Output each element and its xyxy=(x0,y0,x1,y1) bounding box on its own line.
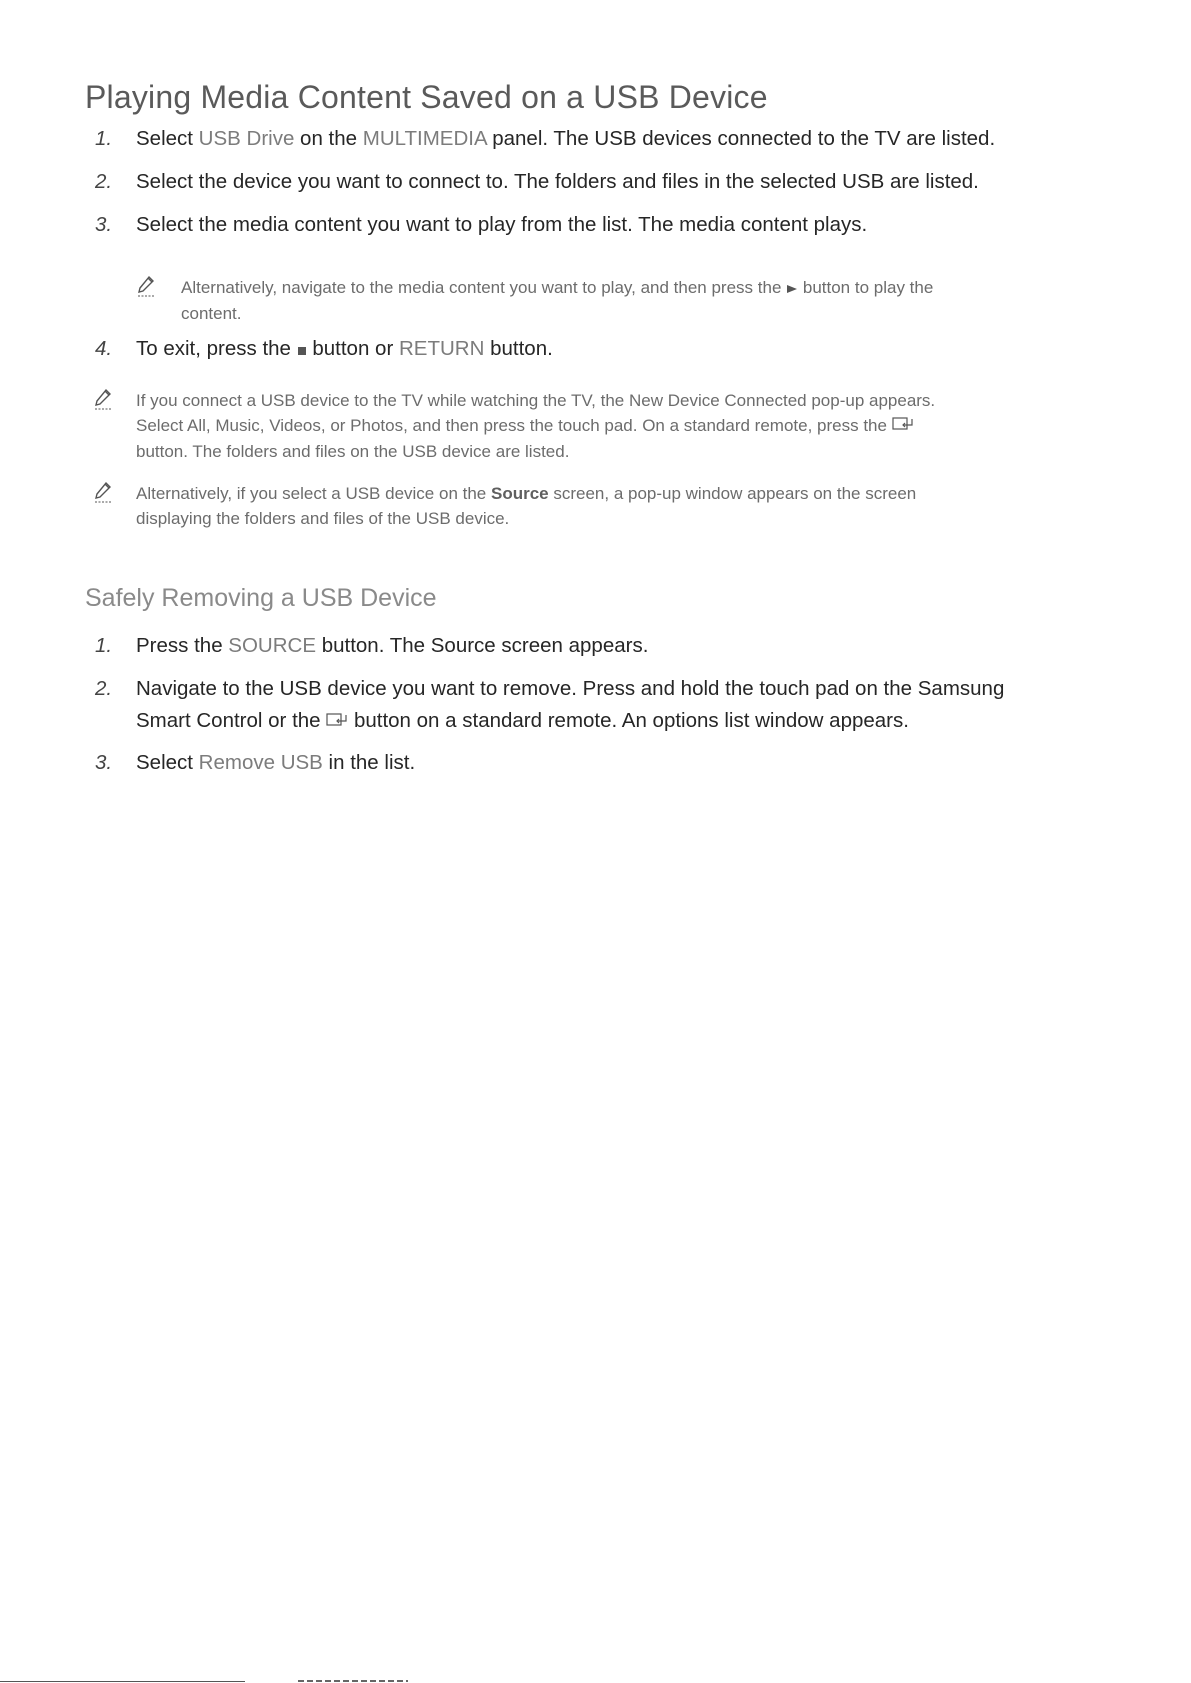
play-icon xyxy=(786,276,798,301)
text-segment: button. The Source screen appears. xyxy=(316,634,649,657)
step-text xyxy=(136,333,1096,366)
text-segment: on the xyxy=(294,127,363,150)
note-text xyxy=(181,275,1111,326)
panel-name-multimedia: MULTIMEDIA xyxy=(362,127,487,150)
step-number: 3. xyxy=(95,751,113,774)
section-title-playing-media: Playing Media Content Saved on a USB Device xyxy=(85,79,768,115)
pencil-note-icon xyxy=(93,388,113,412)
text-segment: Select xyxy=(136,127,199,150)
step-number: 2. xyxy=(95,677,113,700)
step-text xyxy=(136,630,1096,662)
menu-item-usb-drive: USB Drive xyxy=(198,127,295,150)
text-segment: in the list. xyxy=(322,751,416,774)
text-segment: Select All, Music, Videos, or Photos, and then press the touch pad. On a standard remote, press the xyxy=(136,416,892,435)
text-segment: Smart Control or the xyxy=(136,709,327,732)
step-text xyxy=(136,673,1096,738)
enter-button-icon xyxy=(326,706,348,738)
step-number: 2. xyxy=(95,170,113,193)
note-text xyxy=(136,388,1106,464)
button-name-source: SOURCE xyxy=(228,634,317,657)
step-number: 1. xyxy=(95,127,113,150)
text-segment: Press the xyxy=(136,634,229,657)
text-segment: button. The folders and files on the USB device are listed. xyxy=(136,442,570,462)
text-segment: Select xyxy=(136,751,199,774)
text-segment: If you connect a USB device to the TV while watching the TV, the New Device Connected pop-up appears. xyxy=(136,391,936,410)
section-title-safely-removing: Safely Removing a USB Device xyxy=(85,584,437,612)
text-segment: screen, a pop-up window appears on the screen xyxy=(548,484,917,503)
enter-button-icon xyxy=(892,414,914,439)
step-number: 1. xyxy=(95,634,113,657)
button-name-return: RETURN xyxy=(398,337,485,360)
footer-rule xyxy=(0,1681,245,1682)
pencil-note-icon xyxy=(93,481,113,505)
text-segment: button or xyxy=(306,337,399,360)
menu-item-remove-usb: Remove USB xyxy=(198,751,323,774)
footer-mark xyxy=(298,1680,408,1682)
text-segment: Alternatively, if you select a USB device on the xyxy=(136,484,491,503)
screen-name-source: Source xyxy=(490,484,549,503)
stop-icon xyxy=(297,334,307,366)
step-text xyxy=(136,747,1096,779)
text-segment: button to play the xyxy=(798,278,934,297)
step-number: 4. xyxy=(95,337,113,360)
pencil-note-icon xyxy=(136,275,156,299)
text-segment: Alternatively, navigate to the media content you want to play, and then press the xyxy=(181,278,787,297)
text-segment: Navigate to the USB device you want to remove. Press and hold the touch pad on the Samsung xyxy=(136,677,1005,700)
step-text: Select the device you want to connect to. The folders and files in the selected USB are listed. xyxy=(136,170,979,193)
text-segment: content. xyxy=(181,304,242,324)
step-number: 3. xyxy=(95,213,113,236)
text-segment: button. xyxy=(484,337,553,360)
text-segment: panel. The USB devices connected to the TV are listed. xyxy=(486,127,996,150)
note-text xyxy=(136,481,1106,531)
step-text: Select the media content you want to play from the list. The media content plays. xyxy=(136,213,868,236)
step-text xyxy=(136,123,1096,155)
text-segment: button on a standard remote. An options list window appears. xyxy=(348,709,909,732)
text-segment: displaying the folders and files of the USB device. xyxy=(136,509,510,528)
text-segment: To exit, press the xyxy=(136,337,297,360)
